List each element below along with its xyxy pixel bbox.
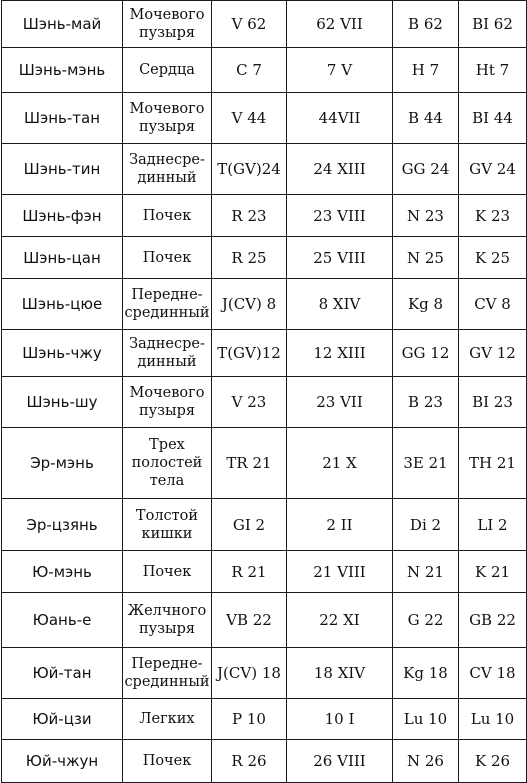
channel-line: Заднесре- [129,152,205,168]
code-cell-c4: K 23 [459,195,527,237]
acupoint-table [1,0,527,783]
table-row [2,499,527,551]
channel-cell [123,195,212,237]
table-row [2,377,527,428]
point-name-cell: Эр-мэнь [2,428,123,499]
channel-line: Передне- [131,287,203,303]
code-cell-c4: K 21 [459,551,527,593]
code-cell-c2: 23 VII [287,377,393,428]
channel-line: Мочевого [129,385,205,401]
code-cell-c3: GG 24 [393,144,459,195]
code-cell-c4: BI 44 [459,93,527,144]
point-name-cell: Шэнь-май [2,1,123,48]
channel-cell [123,1,212,48]
channel-cell [123,428,212,499]
code-cell-c2: 26 VIII [287,740,393,783]
code-cell-c1: V 44 [212,93,287,144]
point-name-cell: Эр-цзянь [2,499,123,551]
code-cell-c3: N 21 [393,551,459,593]
code-cell-c3: B 62 [393,1,459,48]
channel-cell [123,740,212,783]
code-cell-c4: TH 21 [459,428,527,499]
point-name-cell: Шэнь-чжу [2,330,123,377]
table-row [2,699,527,740]
channel-line: кишки [141,525,193,542]
code-cell-c2: 24 XIII [287,144,393,195]
table-row [2,195,527,237]
code-cell-c1: R 21 [212,551,287,593]
code-cell-c2: 8 XIV [287,279,393,330]
table-row [2,428,527,499]
code-cell-c3: GG 12 [393,330,459,377]
table-row [2,593,527,648]
channel-cell [123,48,212,93]
channel-line: пузыря [138,119,196,135]
code-cell-c3: B 23 [393,377,459,428]
point-name-cell: Шэнь-цан [2,237,123,279]
channel-cell [123,237,212,279]
code-cell-c4: K 26 [459,740,527,783]
table-row [2,93,527,144]
code-cell-c4: GB 22 [459,593,527,648]
channel-line: полостей [131,455,203,471]
code-cell-c1: VB 22 [212,593,287,648]
point-name-cell: Юань-е [2,593,123,648]
table-row [2,330,527,377]
code-cell-c1: R 23 [212,195,287,237]
channel-line: пузыря [138,25,196,41]
point-name-cell: Шэнь-тин [2,144,123,195]
channel-line: динный [137,170,197,186]
channel-line: Мочевого [129,7,205,23]
channel-line: Толстой [135,507,199,524]
channel-line: Трех [149,437,185,453]
table-row [2,1,527,48]
channel-line: пузыря [138,621,196,637]
channel-line: Почек [142,753,192,769]
table-row [2,551,527,593]
code-cell-c3: H 7 [393,48,459,93]
code-cell-c4: BI 62 [459,1,527,48]
code-cell-c3: B 44 [393,93,459,144]
code-cell-c4: CV 8 [459,279,527,330]
code-cell-c3: Di 2 [393,499,459,551]
code-cell-c2: 21 X [287,428,393,499]
channel-cell [123,144,212,195]
code-cell-c2: 22 XI [287,593,393,648]
channel-cell [123,499,212,551]
code-cell-c1: T(GV)24 [212,144,287,195]
point-name-cell: Шэнь-фэн [2,195,123,237]
code-cell-c2: 10 I [287,699,393,740]
channel-cell [123,279,212,330]
point-name-cell: Ю-мэнь [2,551,123,593]
code-cell-c1: J(CV) 8 [212,279,287,330]
code-cell-c2: 12 XIII [287,330,393,377]
channel-line: Почек [142,249,192,266]
channel-line: Желчного [127,603,207,619]
code-cell-c1: T(GV)12 [212,330,287,377]
channel-line: срединный [124,674,210,690]
channel-cell [123,593,212,648]
channel-cell [123,699,212,740]
channel-line: Легких [139,711,195,727]
channel-cell [123,648,212,699]
code-cell-c1: GI 2 [212,499,287,551]
code-cell-c4: BI 23 [459,377,527,428]
code-cell-c3: 3E 21 [393,428,459,499]
channel-line: пузыря [138,403,196,419]
channel-cell [123,551,212,593]
channel-cell [123,330,212,377]
table-row [2,48,527,93]
code-cell-c1: R 26 [212,740,287,783]
point-name-cell: Шэнь-тан [2,93,123,144]
code-cell-c1: J(CV) 18 [212,648,287,699]
code-cell-c2: 7 V [287,48,393,93]
code-cell-c4: LI 2 [459,499,527,551]
table-row [2,648,527,699]
channel-line: Почек [142,207,192,224]
channel-line: тела [149,473,185,489]
acupoint-table-body [2,1,527,783]
point-name-cell: Шэнь-мэнь [2,48,123,93]
channel-line: Почек [142,563,192,580]
code-cell-c4: GV 12 [459,330,527,377]
point-name-cell: Шэнь-шу [2,377,123,428]
code-cell-c3: G 22 [393,593,459,648]
code-cell-c2: 25 VIII [287,237,393,279]
point-name-cell: Шэнь-цюе [2,279,123,330]
code-cell-c1: TR 21 [212,428,287,499]
code-cell-c2: 44VII [287,93,393,144]
code-cell-c2: 18 XIV [287,648,393,699]
code-cell-c2: 2 II [287,499,393,551]
code-cell-c3: Kg 18 [393,648,459,699]
code-cell-c1: P 10 [212,699,287,740]
table-row [2,237,527,279]
table-row [2,144,527,195]
channel-line: срединный [124,305,210,321]
point-name-cell: Юй-чжун [2,740,123,783]
code-cell-c3: N 23 [393,195,459,237]
code-cell-c1: V 62 [212,1,287,48]
table-row [2,279,527,330]
code-cell-c3: N 25 [393,237,459,279]
point-name-cell: Юй-цзи [2,699,123,740]
code-cell-c1: C 7 [212,48,287,93]
channel-line: Заднесре- [129,336,205,352]
code-cell-c3: Lu 10 [393,699,459,740]
point-name-cell: Юй-тан [2,648,123,699]
code-cell-c4: Lu 10 [459,699,527,740]
channel-line: динный [137,354,197,370]
channel-line: Передне- [131,656,203,672]
code-cell-c4: K 25 [459,237,527,279]
code-cell-c1: R 25 [212,237,287,279]
code-cell-c2: 62 VII [287,1,393,48]
channel-line: Сердца [139,62,195,78]
code-cell-c4: Ht 7 [459,48,527,93]
code-cell-c2: 23 VIII [287,195,393,237]
code-cell-c2: 21 VIII [287,551,393,593]
code-cell-c3: N 26 [393,740,459,783]
code-cell-c4: GV 24 [459,144,527,195]
code-cell-c4: CV 18 [459,648,527,699]
channel-cell [123,93,212,144]
channel-cell [123,377,212,428]
channel-line: Мочевого [129,101,205,117]
code-cell-c1: V 23 [212,377,287,428]
table-row [2,740,527,783]
code-cell-c3: Kg 8 [393,279,459,330]
